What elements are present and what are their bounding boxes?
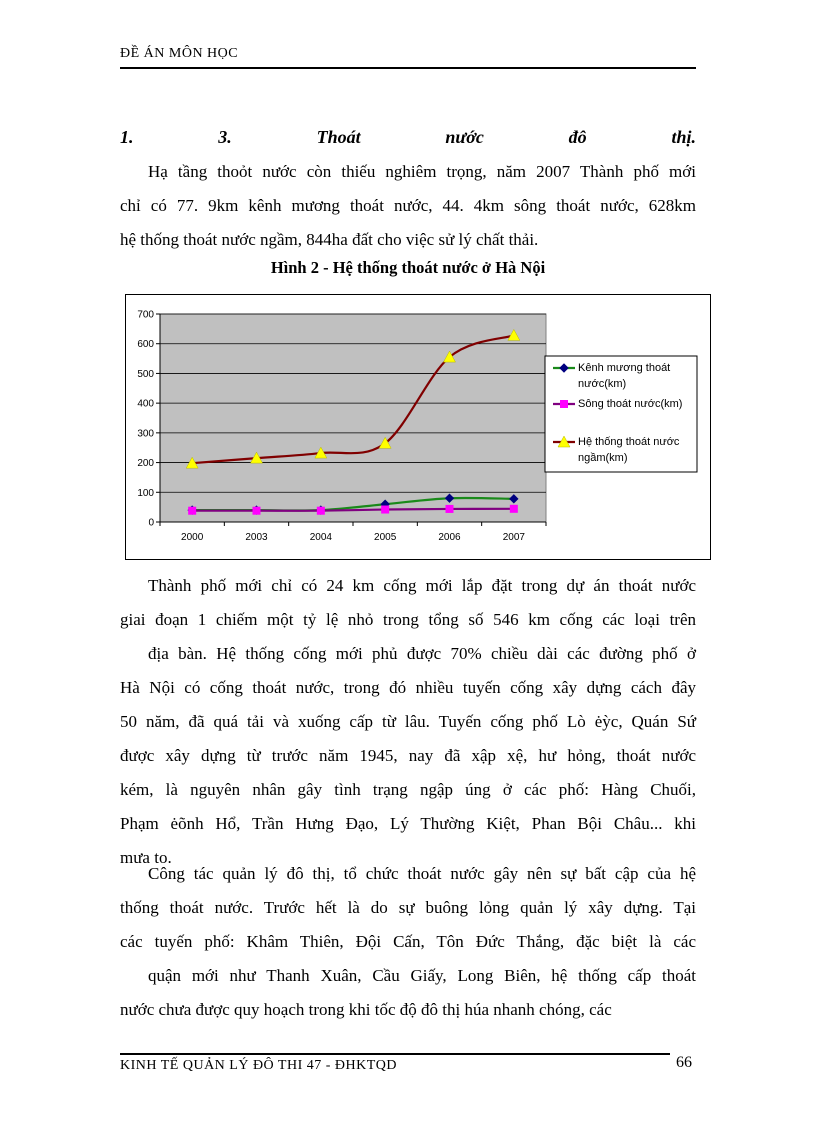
legend-label: ngầm(km)	[578, 452, 628, 464]
y-tick-label: 600	[137, 339, 154, 351]
heading-part: 1.	[120, 127, 134, 147]
page-header: ĐỀ ÁN MÔN HỌC	[120, 46, 239, 61]
y-tick-label: 200	[137, 458, 154, 470]
legend-label: Hệ thống thoát nước	[578, 436, 680, 448]
legend-label: Sông thoát nước(km)	[578, 398, 683, 410]
data-point	[317, 507, 324, 514]
y-tick-label: 100	[137, 487, 154, 499]
y-tick-label: 400	[137, 398, 154, 410]
x-tick-label: 2006	[438, 532, 461, 543]
y-tick-label: 0	[148, 517, 154, 529]
y-tick-label: 500	[137, 368, 154, 380]
footer-rule	[120, 1053, 670, 1055]
data-point	[446, 505, 453, 512]
heading-part: đô	[568, 127, 587, 147]
x-tick-label: 2004	[309, 532, 332, 543]
plot-area	[160, 314, 546, 522]
data-point	[510, 505, 517, 512]
figure-caption: Hình 2 - Hệ thống thoát nước ở Hà Nội	[270, 258, 546, 277]
paragraph-line: quận mới như Thanh Xuân, Cầu Giấy, Long Biên, hệ thống cấp thoát	[148, 966, 696, 985]
chart-canvas	[126, 295, 710, 559]
intro-paragraph	[120, 155, 696, 257]
paragraph-line: các tuyến phố: Khâm Thiên, Đội Cấn, Tôn Đức Thắng, đặc biệt là các	[120, 932, 696, 951]
header-rule	[120, 67, 696, 69]
heading-part: nước	[445, 127, 484, 147]
x-tick-label: 2005	[374, 532, 397, 543]
footer-text: KINH TẾ QUẢN LÝ ĐÔ THI 47 - ĐHKTQD	[120, 1058, 398, 1073]
heading-part: thị.	[671, 127, 696, 147]
legend-marker	[561, 401, 568, 408]
line-chart	[125, 294, 711, 560]
paragraph-line: giai đoạn 1 chiếm một tỷ lệ nhỏ trong tổng số 546 km cống các loại trên	[120, 610, 696, 629]
x-tick-label: 2003	[245, 532, 268, 543]
paragraph-line: nước chưa được quy hoạch trong khi tốc độ đô thị húa nhanh chóng, các	[120, 1000, 612, 1019]
data-point	[189, 507, 196, 514]
page-number: 66	[676, 1054, 692, 1071]
paragraph-line: hệ thống thoát nước ngầm, 844ha đất cho việc sử lý chất thải.	[120, 230, 539, 249]
paragraph-line: Phạm ėõnh Hổ, Trần Hưng Đạo, Lý Thường Kiệt, Phan Bội Châu... khi	[120, 814, 696, 833]
paragraph-line: Công tác quản lý đô thị, tổ chức thoát nước gây nên sự bất cập của hệ	[148, 864, 696, 883]
y-tick-label: 700	[137, 309, 154, 321]
paragraph-line: được xây dựng từ trước năm 1945, nay đã xập xệ, hư hỏng, thoát nước	[120, 746, 696, 765]
paragraph-line: mưa to.	[120, 848, 172, 867]
paragraph-line: Hạ tầng thoỏt nước còn thiếu nghiêm trọng, năm 2007 Thành phố mới	[148, 162, 696, 181]
paragraph-line: chỉ có 77. 9km kênh mương thoát nước, 44. 4km sông thoát nước, 628km	[120, 196, 696, 215]
legend-label: Kênh mương thoát	[578, 362, 671, 374]
x-tick-label: 2007	[502, 532, 525, 543]
section-heading	[120, 127, 696, 148]
heading-part: Thoát	[316, 127, 361, 147]
body-paragraph-1	[120, 569, 696, 875]
data-point	[253, 507, 260, 514]
paragraph-line: địa bàn. Hệ thống cống mới phủ được 70% chiều dài các đường phố ở	[148, 644, 696, 663]
paragraph-line: kém, là nguyên nhân gây tình trạng ngập úng ở các phố: Hàng Chuối,	[120, 780, 696, 799]
y-tick-label: 300	[137, 428, 154, 440]
heading-part: 3.	[218, 127, 232, 147]
paragraph-line: 50 năm, đã quá tải và xuống cấp từ lâu. Tuyến cống phố Lò ėỳc, Quán Sứ	[120, 712, 696, 731]
paragraph-line: thống thoát nước. Trước hết là do sự buông lỏng quản lý xây dựng. Tại	[120, 898, 696, 917]
x-tick-label: 2000	[181, 532, 204, 543]
paragraph-line: Hà Nội có cống thoát nước, trong đó nhiều tuyến cống xây dựng cách đây	[120, 678, 696, 697]
body-paragraph-2	[120, 857, 696, 1027]
paragraph-line: Thành phố mới chỉ có 24 km cống mới lắp đặt trong dự án thoát nước	[148, 576, 696, 595]
data-point	[382, 506, 389, 513]
legend-label: nước(km)	[578, 378, 627, 390]
